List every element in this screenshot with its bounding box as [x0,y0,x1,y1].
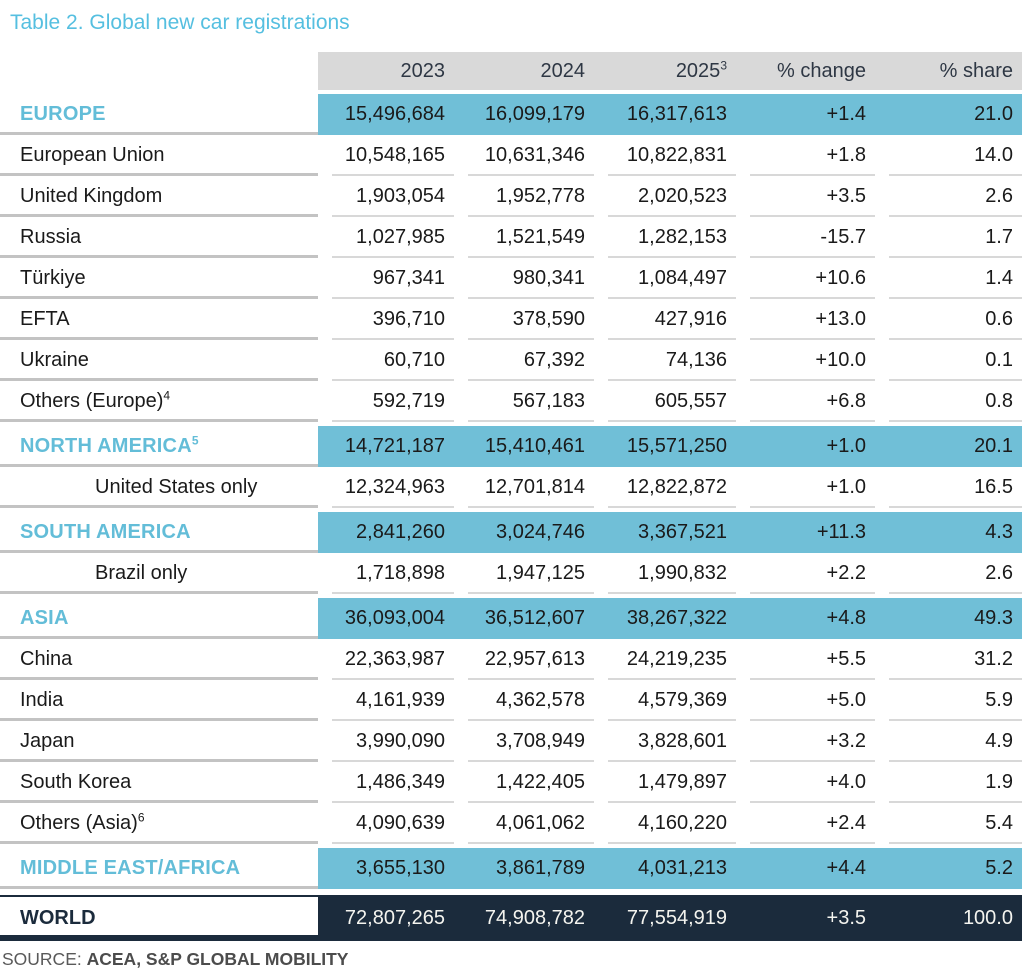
row-asia [0,594,1022,639]
cell-pct-share: 31.2 [875,639,1022,680]
cell-2024: 15,410,461 [454,422,594,467]
cell-pct-share: 0.8 [875,381,1022,422]
cell-2025: 4,579,369 [594,680,736,721]
cell-2023: 60,710 [318,340,454,381]
cell-2023: 967,341 [318,258,454,299]
cell-2024: 10,631,346 [454,135,594,176]
row-label [0,553,318,594]
column-header-label: 2023 [400,59,445,82]
source-note [2,949,1028,970]
row-united-states-only [0,467,1022,508]
cell-pct-change: +3.2 [736,721,875,762]
cell-2023: 72,807,265 [318,889,454,941]
cell-2023: 10,548,165 [318,135,454,176]
cell-pct-change: +11.3 [736,508,875,553]
cell-pct-share: 21.0 [875,90,1022,135]
row-label [0,889,318,941]
row-south-korea [0,762,1022,803]
column-header-label: 2024 [540,59,585,82]
page-title: Table 2. Global new car registrations [10,11,350,34]
cell-2023: 36,093,004 [318,594,454,639]
row-label [0,721,318,762]
row-label-text: United States only [95,476,258,498]
row-japan [0,721,1022,762]
cell-pct-share: 5.2 [875,844,1022,889]
cell-pct-change: +1.4 [736,90,875,135]
cell-2025: 2,020,523 [594,176,736,217]
column-header-label: 2025 [675,59,721,82]
row-label [0,467,318,508]
row-india [0,680,1022,721]
cell-2025: 16,317,613 [594,90,736,135]
cell-pct-change: +4.4 [736,844,875,889]
cell-pct-share: 14.0 [875,135,1022,176]
cell-2025: 3,828,601 [594,721,736,762]
cell-pct-share: 16.5 [875,467,1022,508]
table-header-row [0,52,1022,90]
cell-2023: 14,721,187 [318,422,454,467]
row-south-america [0,508,1022,553]
cell-pct-change: +1.8 [736,135,875,176]
cell-2024: 1,422,405 [454,762,594,803]
cell-pct-share: 1.4 [875,258,1022,299]
cell-2025: 4,031,213 [594,844,736,889]
column-header-2023 [318,52,454,90]
row-label-text: SOUTH AMERICA [20,521,191,543]
row-label-text: Russia [20,226,82,248]
cell-2025: 10,822,831 [594,135,736,176]
cell-pct-share: 4.9 [875,721,1022,762]
row-efta [0,299,1022,340]
cell-pct-change: +2.2 [736,553,875,594]
row-label-text: Others (Europe) [20,390,164,412]
cell-2024: 4,061,062 [454,803,594,844]
cell-2024: 16,099,179 [454,90,594,135]
cell-pct-share: 1.9 [875,762,1022,803]
cell-pct-change: +10.6 [736,258,875,299]
cell-pct-change: +6.8 [736,381,875,422]
cell-2025: 1,990,832 [594,553,736,594]
cell-2023: 3,655,130 [318,844,454,889]
row-label [0,176,318,217]
column-header-2025 [594,52,736,90]
row-label-text: Ukraine [20,349,89,371]
cell-2024: 3,708,949 [454,721,594,762]
row-russia [0,217,1022,258]
row-united-kingdom [0,176,1022,217]
row-label [0,90,318,135]
row-label [0,594,318,639]
cell-2024: 4,362,578 [454,680,594,721]
row-label-text: European Union [20,144,165,166]
cell-2023: 1,718,898 [318,553,454,594]
cell-pct-share: 100.0 [875,889,1022,941]
cell-pct-share: 1.7 [875,217,1022,258]
cell-pct-change: +2.4 [736,803,875,844]
cell-2024: 3,024,746 [454,508,594,553]
cell-pct-change: +10.0 [736,340,875,381]
cell-2025: 24,219,235 [594,639,736,680]
cell-pct-share: 0.6 [875,299,1022,340]
cell-2024: 3,861,789 [454,844,594,889]
cell-2024: 567,183 [454,381,594,422]
row-label-text: EFTA [20,308,70,330]
cell-2025: 38,267,322 [594,594,736,639]
row-north-america [0,422,1022,467]
column-header-2024 [454,52,594,90]
cell-2024: 1,521,549 [454,217,594,258]
cell-2024: 74,908,782 [454,889,594,941]
cell-pct-change: -15.7 [736,217,875,258]
row-t-rkiye [0,258,1022,299]
row-label-text: Türkiye [20,267,86,289]
cell-2023: 15,496,684 [318,90,454,135]
cell-2023: 1,903,054 [318,176,454,217]
footnote-marker: 6 [137,810,145,825]
cell-2025: 4,160,220 [594,803,736,844]
cell-2025: 77,554,919 [594,889,736,941]
cell-pct-share: 0.1 [875,340,1022,381]
cell-pct-change: +5.0 [736,680,875,721]
row-label [0,844,318,889]
cell-2025: 605,557 [594,381,736,422]
cell-2024: 67,392 [454,340,594,381]
row-others-asia [0,803,1022,844]
cell-pct-share: 5.4 [875,803,1022,844]
row-ukraine [0,340,1022,381]
row-label [0,258,318,299]
row-label-text: Others (Asia) [20,812,138,834]
cell-2025: 1,282,153 [594,217,736,258]
row-europe [0,90,1022,135]
cell-2025: 15,571,250 [594,422,736,467]
cell-pct-change: +1.0 [736,467,875,508]
corner-cell [0,52,318,90]
row-label-text: MIDDLE EAST/AFRICA [20,857,241,879]
cell-2024: 1,952,778 [454,176,594,217]
row-label-text: United Kingdom [20,185,163,207]
row-european-union [0,135,1022,176]
row-label [0,680,318,721]
cell-2024: 12,701,814 [454,467,594,508]
cell-2023: 4,161,939 [318,680,454,721]
cell-2025: 1,479,897 [594,762,736,803]
row-label-text: EUROPE [20,103,106,125]
footnote-marker: 4 [163,388,171,403]
global-registrations-table [0,52,1022,941]
row-label [0,217,318,258]
row-label-text: Japan [20,730,75,752]
cell-pct-share: 2.6 [875,176,1022,217]
column-header-pct-share [875,52,1022,90]
cell-pct-change: +4.0 [736,762,875,803]
cell-2024: 378,590 [454,299,594,340]
row-label [0,135,318,176]
row-label-text: China [20,648,73,670]
cell-2025: 3,367,521 [594,508,736,553]
cell-2025: 1,084,497 [594,258,736,299]
cell-pct-share: 4.3 [875,508,1022,553]
row-others-europe [0,381,1022,422]
cell-pct-change: +3.5 [736,176,875,217]
row-label-text: WORLD [20,906,96,929]
cell-2024: 1,947,125 [454,553,594,594]
column-header-label: % share [939,59,1013,82]
cell-pct-change: +1.0 [736,422,875,467]
cell-pct-change: +5.5 [736,639,875,680]
row-label [0,762,318,803]
footnote-marker: 5 [191,433,199,448]
row-label-text: India [20,689,64,711]
row-label [0,422,318,467]
cell-2023: 12,324,963 [318,467,454,508]
cell-2024: 980,341 [454,258,594,299]
cell-pct-share: 2.6 [875,553,1022,594]
cell-pct-share: 20.1 [875,422,1022,467]
cell-2024: 36,512,607 [454,594,594,639]
cell-2023: 592,719 [318,381,454,422]
cell-pct-change: +3.5 [736,889,875,941]
cell-2023: 1,486,349 [318,762,454,803]
cell-2023: 396,710 [318,299,454,340]
row-label-text: Brazil only [95,562,188,584]
row-china [0,639,1022,680]
row-label [0,639,318,680]
source-value: ACEA, S&P GLOBAL MOBILITY [86,949,349,969]
cell-2025: 427,916 [594,299,736,340]
cell-2024: 22,957,613 [454,639,594,680]
cell-pct-share: 5.9 [875,680,1022,721]
cell-2025: 12,822,872 [594,467,736,508]
column-header-pct-change [736,52,875,90]
cell-pct-change: +4.8 [736,594,875,639]
row-label [0,381,318,422]
row-middle-east-africa [0,844,1022,889]
row-label-text: South Korea [20,771,132,793]
cell-2023: 22,363,987 [318,639,454,680]
source-prefix: SOURCE: [2,949,87,969]
cell-2023: 2,841,260 [318,508,454,553]
row-label [0,508,318,553]
cell-2023: 3,990,090 [318,721,454,762]
row-world [0,889,1022,941]
cell-pct-share: 49.3 [875,594,1022,639]
cell-2023: 1,027,985 [318,217,454,258]
row-label [0,340,318,381]
cell-pct-change: +13.0 [736,299,875,340]
row-label-text: NORTH AMERICA [20,435,192,457]
row-label [0,803,318,844]
row-brazil-only [0,553,1022,594]
row-label [0,299,318,340]
column-header-label: % change [777,59,866,82]
row-label-text: ASIA [20,607,69,629]
footnote-marker: 3 [720,57,727,72]
cell-2023: 4,090,639 [318,803,454,844]
cell-2025: 74,136 [594,340,736,381]
